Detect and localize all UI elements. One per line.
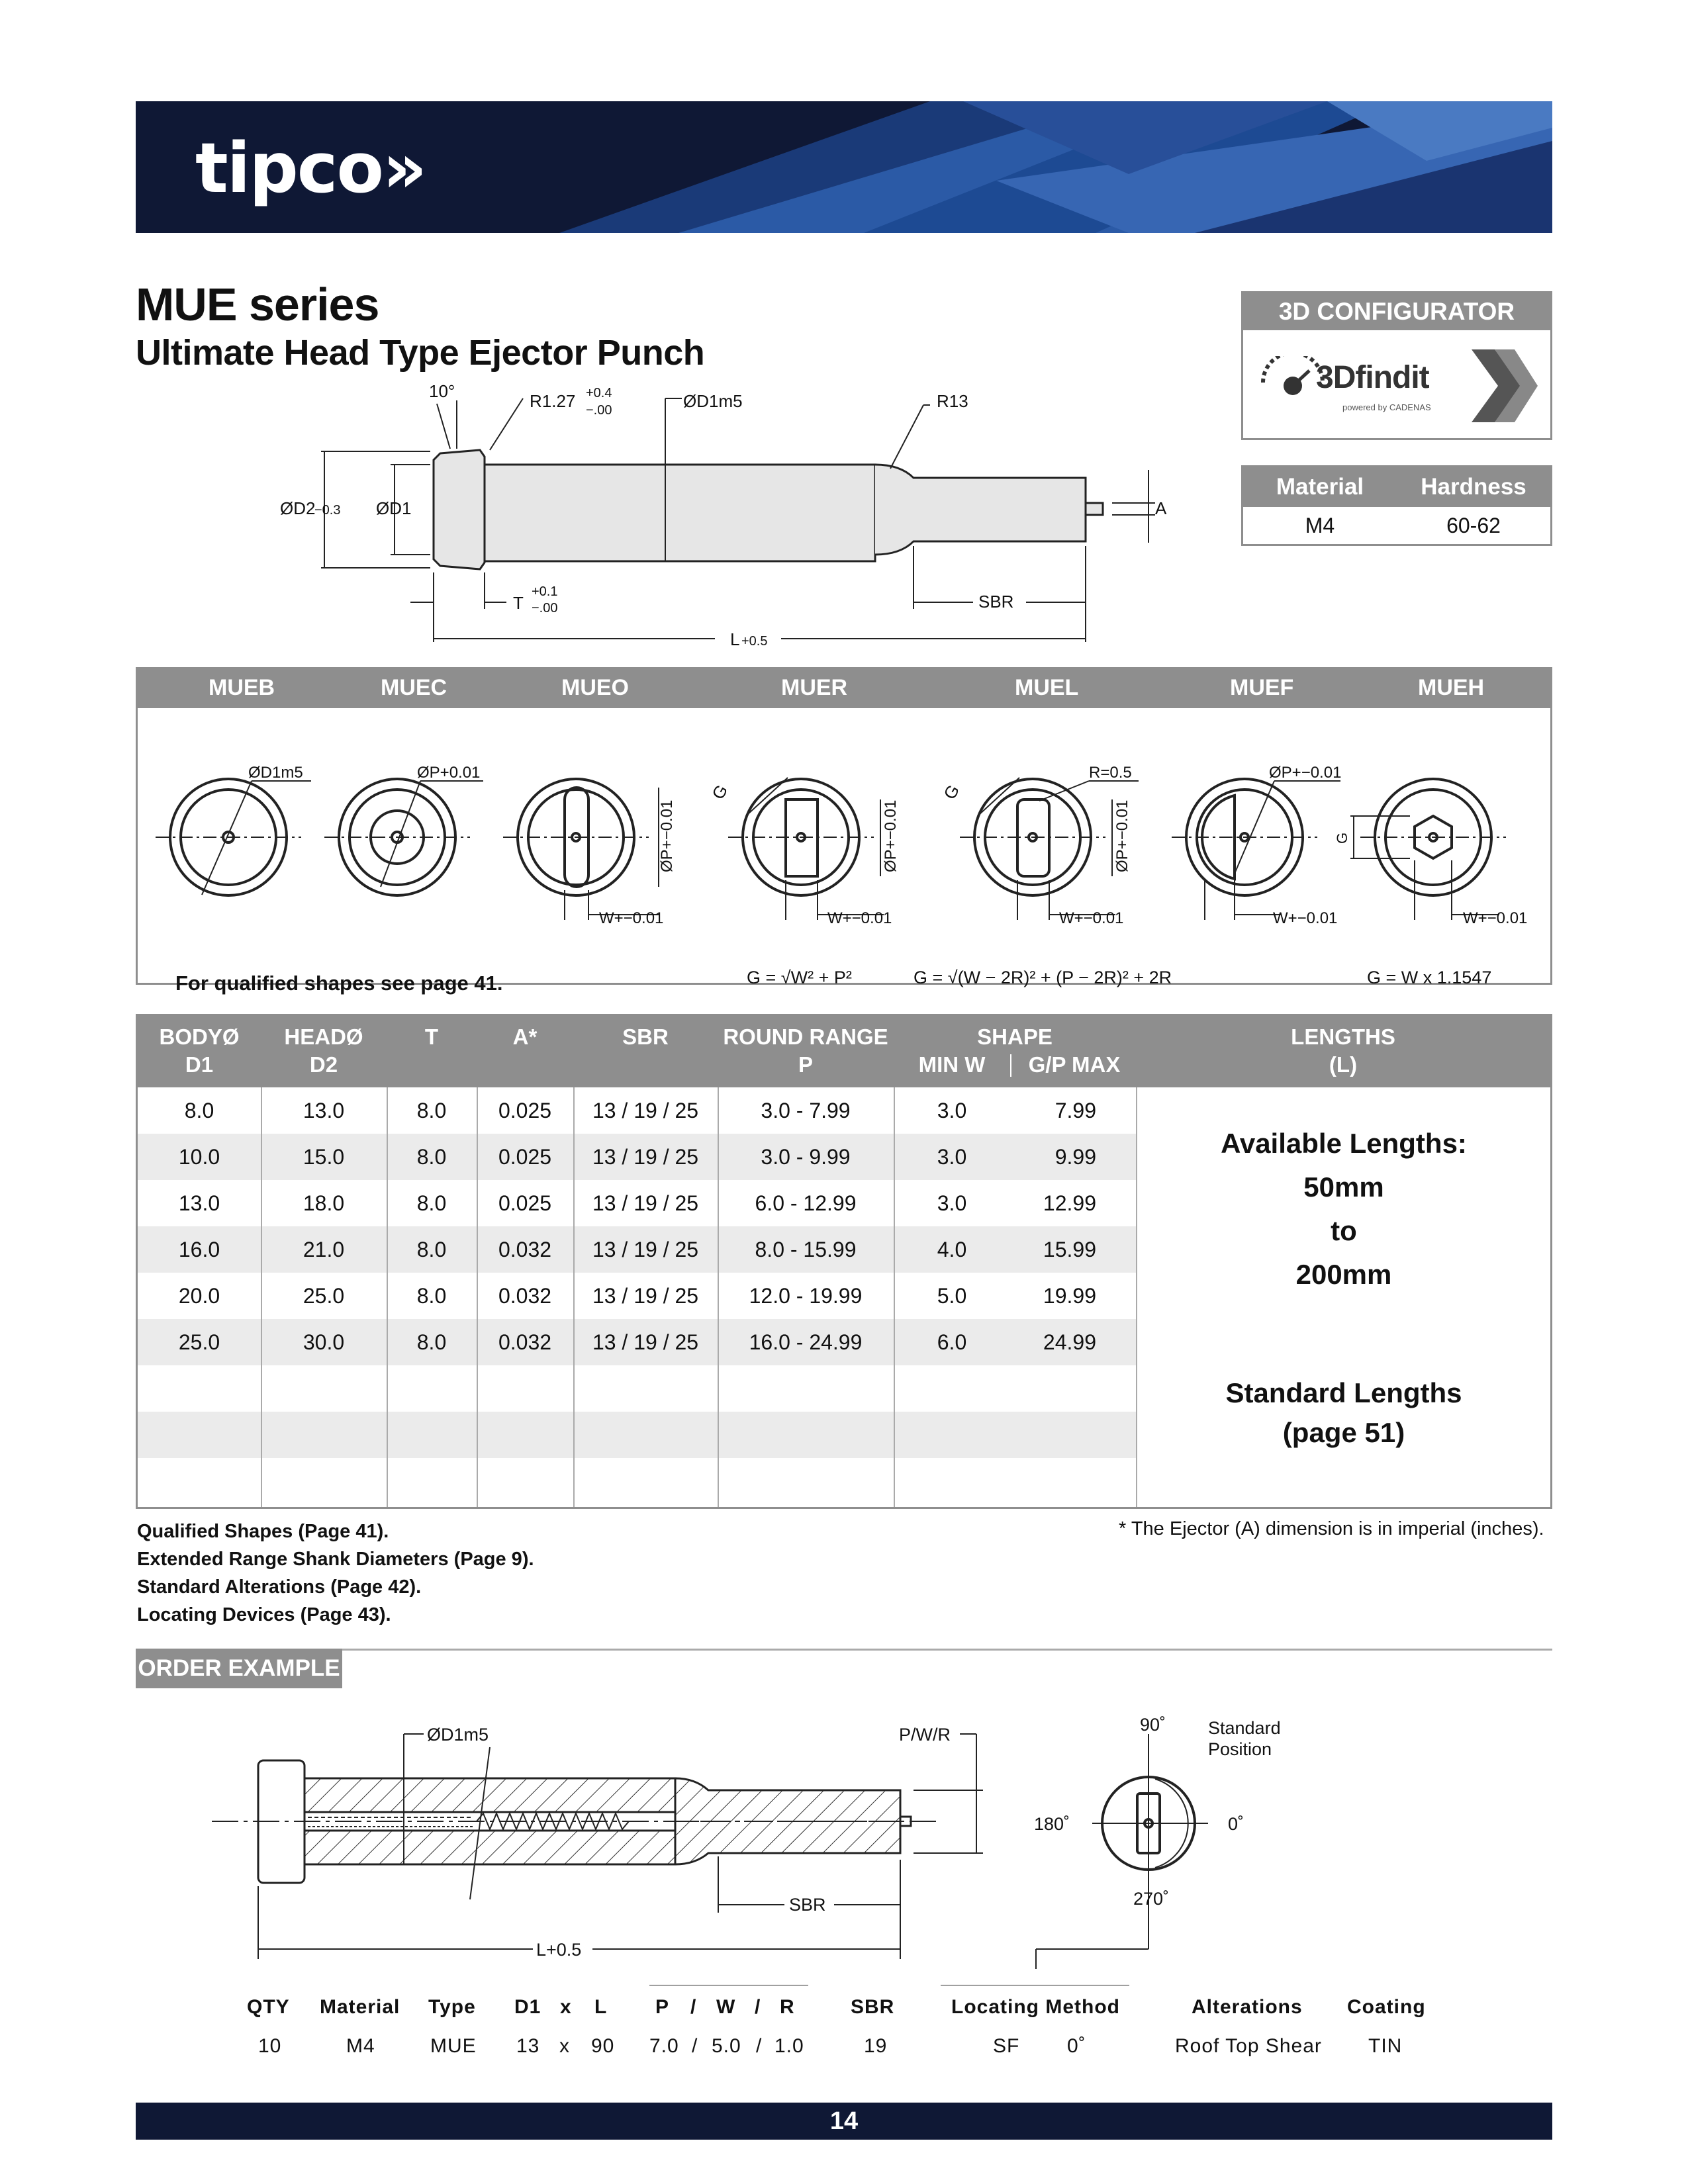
shape-muer: MUER	[781, 675, 848, 700]
muel-p-label: ØP+−0.01	[1113, 799, 1131, 872]
th-gp-max: G/P MAX	[1028, 1052, 1121, 1077]
table-row	[138, 1319, 1137, 1365]
pos-standard: Standard	[1208, 1718, 1281, 1738]
ov-slash-2: /	[756, 2035, 763, 2057]
oh-x: x	[560, 1996, 572, 2018]
d1-label: ØD1	[376, 498, 412, 518]
d2-tol: −0.3	[314, 503, 341, 518]
oh-l: L	[594, 1996, 608, 2018]
table-row	[138, 1412, 1137, 1458]
cell-round-range: 3.0 - 9.99	[761, 1145, 851, 1169]
header-banner	[136, 101, 1552, 233]
note-qualified-shapes[interactable]: Qualified Shapes (Page 41).	[137, 1521, 389, 1542]
shape-diagrams	[136, 708, 1552, 986]
shape-mueo: MUEO	[561, 675, 629, 700]
tipco-logo: tipco»	[195, 128, 426, 208]
ov-locating-angle: 0˚	[1067, 2035, 1086, 2057]
available-lengths-title: Available Lengths:	[1221, 1128, 1467, 1159]
available-lengths-min: 50mm	[1303, 1171, 1384, 1203]
oh-locating: Locating Method	[951, 1996, 1120, 2018]
table-row	[138, 1087, 1137, 1134]
cell-head-d2: 15.0	[303, 1145, 345, 1169]
oh-p: P	[655, 1996, 670, 2018]
ov-r: 1.0	[774, 2035, 804, 2057]
note-standard-alterations[interactable]: Standard Alterations (Page 42).	[137, 1576, 422, 1598]
cell-a: 0.032	[498, 1330, 552, 1354]
cell-head-d2: 18.0	[303, 1191, 345, 1215]
cell-gp-max: 15.99	[1043, 1238, 1096, 1261]
cell-sbr: 13 / 19 / 25	[592, 1191, 699, 1215]
oh-type: Type	[428, 1996, 476, 2018]
cell-sbr: 13 / 19 / 25	[592, 1145, 699, 1169]
cell-t: 8.0	[416, 1330, 447, 1354]
ov-coating: TIN	[1368, 2035, 1403, 2057]
th-body-2: D1	[185, 1052, 214, 1077]
oh-r: R	[780, 1996, 795, 2018]
oh-slash-1: /	[690, 1996, 697, 2018]
cell-a: 0.025	[498, 1099, 552, 1122]
standard-lengths-page: (page 51)	[1282, 1417, 1405, 1448]
mueh-w-label: W+−0.01	[1463, 909, 1528, 927]
th-shape: SHAPE	[977, 1024, 1053, 1049]
powered-by-text: powered by CADENAS	[1342, 402, 1431, 412]
order-divider	[136, 1649, 1552, 1651]
ov-qty: 10	[258, 2035, 282, 2057]
muef-p-label: ØP+−0.01	[1269, 764, 1342, 782]
cell-a: 0.025	[498, 1145, 552, 1169]
standard-lengths-title: Standard Lengths	[1225, 1377, 1462, 1408]
material-value: M4	[1305, 514, 1335, 537]
available-lengths	[1137, 1122, 1550, 1297]
ov-l: 90	[591, 2035, 615, 2057]
dimensions-table	[136, 1014, 1552, 1509]
th-t: T	[424, 1024, 439, 1049]
ov-slash-1: /	[692, 2035, 698, 2057]
cell-min-w: 3.0	[937, 1099, 967, 1122]
muel-g-label: G	[939, 781, 964, 803]
available-lengths-to: to	[1331, 1215, 1357, 1246]
standard-lengths[interactable]	[1137, 1373, 1550, 1453]
cell-t: 8.0	[416, 1284, 447, 1308]
oh-material: Material	[320, 1996, 400, 2018]
pos-180: 180˚	[1034, 1814, 1070, 1834]
oh-sbr: SBR	[851, 1996, 895, 2018]
note-extended-range[interactable]: Extended Range Shank Diameters (Page 9).	[137, 1549, 534, 1570]
cell-gp-max: 19.99	[1043, 1284, 1096, 1308]
th-head-1: HEADØ	[284, 1024, 363, 1049]
ov-d1: 13	[516, 2035, 540, 2057]
mueo-p-label: ØP+−0.01	[658, 799, 676, 872]
order-drawing	[0, 1707, 1688, 1985]
cell-sbr: 13 / 19 / 25	[592, 1238, 699, 1261]
cell-min-w: 4.0	[937, 1238, 967, 1261]
oh-slash-2: /	[755, 1996, 761, 2018]
ov-type: MUE	[430, 2035, 477, 2057]
hardness-header: Hardness	[1397, 467, 1550, 507]
cell-gp-max: 9.99	[1055, 1145, 1096, 1169]
mueb-d-label: ØD1m5	[248, 764, 303, 782]
page-title: MUE series	[136, 279, 379, 330]
table-row	[138, 1365, 1137, 1412]
table-row	[138, 1134, 1137, 1180]
formula-muel: G = √(W − 2R)² + (P − 2R)² + 2R	[914, 968, 1172, 987]
shape-mueh: MUEH	[1418, 675, 1485, 700]
ov-p: 7.0	[649, 2035, 679, 2057]
cell-head-d2: 13.0	[303, 1099, 345, 1122]
th-a: A*	[512, 1024, 538, 1049]
cell-body-d1: 16.0	[178, 1238, 220, 1261]
pos-270: 270˚	[1133, 1889, 1170, 1909]
order-pwr-label: P/W/R	[899, 1725, 951, 1745]
formula-mueh: G = W x 1.1547	[1367, 968, 1492, 987]
cell-t: 8.0	[416, 1238, 447, 1261]
cell-t: 8.0	[416, 1099, 447, 1122]
ov-x: x	[559, 2035, 570, 2057]
note-locating-devices[interactable]: Locating Devices (Page 43).	[137, 1604, 391, 1625]
cell-min-w: 5.0	[937, 1284, 967, 1308]
th-body-1: BODYØ	[159, 1024, 240, 1049]
angle-label: 10°	[429, 381, 455, 401]
mueo-w-label: W+−0.01	[599, 909, 664, 927]
oh-alterations: Alterations	[1192, 1996, 1303, 2018]
table-header	[138, 1016, 1550, 1087]
cell-round-range: 12.0 - 19.99	[749, 1284, 863, 1308]
cell-gp-max: 12.99	[1043, 1191, 1096, 1215]
pos-0: 0˚	[1228, 1814, 1244, 1834]
findit-brand: 3Dfindit	[1316, 360, 1429, 395]
th-lengths-2: (L)	[1329, 1052, 1358, 1077]
muel-r-label: R=0.5	[1089, 764, 1132, 782]
cell-sbr: 13 / 19 / 25	[592, 1330, 699, 1354]
ejector-punch-drawing	[0, 377, 1688, 662]
table-row	[138, 1180, 1137, 1226]
order-sbr-label: SBR	[789, 1895, 826, 1915]
shape-muel: MUEL	[1015, 675, 1079, 700]
l-tol: +0.5	[741, 634, 768, 649]
cell-gp-max: 24.99	[1043, 1330, 1096, 1354]
cell-t: 8.0	[416, 1145, 447, 1169]
order-example-tab: ORDER EXAMPLE	[136, 1649, 342, 1688]
shape-note: For qualified shapes see page 41.	[175, 972, 503, 995]
cell-t: 8.0	[416, 1191, 447, 1215]
page-subtitle: Ultimate Head Type Ejector Punch	[136, 333, 705, 373]
muer-w-label: W+−0.01	[827, 909, 892, 927]
shape-muec: MUEC	[381, 675, 447, 700]
pos-90: 90˚	[1140, 1715, 1166, 1735]
oh-qty: QTY	[247, 1996, 290, 2018]
th-round-1: ROUND RANGE	[723, 1024, 888, 1049]
cell-body-d1: 13.0	[178, 1191, 220, 1215]
cell-a: 0.032	[498, 1238, 552, 1261]
oh-w: W	[716, 1996, 736, 2018]
formula-muer: G = √W² + P²	[747, 968, 852, 987]
sbr-label: SBR	[978, 592, 1014, 612]
th-head-2: D2	[309, 1052, 338, 1077]
cell-round-range: 16.0 - 24.99	[749, 1330, 863, 1354]
ejector-note: * The Ejector (A) dimension is in imperial (inches).	[1119, 1518, 1544, 1539]
muec-p-label: ØP+0.01	[417, 764, 481, 782]
material-header: Material	[1243, 467, 1397, 507]
r13-label: R13	[937, 391, 968, 411]
order-l-label: L+0.5	[536, 1940, 582, 1960]
shape-muef: MUEF	[1230, 675, 1294, 700]
shape-mueb: MUEB	[209, 675, 275, 700]
table-row	[138, 1226, 1137, 1273]
cell-round-range: 3.0 - 7.99	[761, 1099, 851, 1122]
ov-w: 5.0	[712, 2035, 741, 2057]
cell-gp-max: 7.99	[1055, 1099, 1096, 1122]
cell-sbr: 13 / 19 / 25	[592, 1099, 699, 1122]
order-d1m5-label: ØD1m5	[427, 1725, 489, 1745]
th-lengths-1: LENGTHS	[1291, 1024, 1395, 1049]
cell-head-d2: 25.0	[303, 1284, 345, 1308]
th-min-w: MIN W	[918, 1052, 986, 1077]
muer-p-label: ØP+−0.01	[882, 799, 900, 872]
t-tol-minus: −.00	[532, 601, 558, 615]
radius-label: R1.27	[530, 391, 576, 411]
cell-min-w: 3.0	[937, 1191, 967, 1215]
d1m5-label: ØD1m5	[683, 391, 743, 411]
available-lengths-max: 200mm	[1295, 1259, 1392, 1290]
cell-head-d2: 21.0	[303, 1238, 345, 1261]
cell-min-w: 6.0	[937, 1330, 967, 1354]
cell-min-w: 3.0	[937, 1145, 967, 1169]
t-label: T	[513, 593, 524, 613]
table-row	[138, 1458, 1137, 1504]
oh-d1: D1	[514, 1996, 541, 2018]
cell-body-d1: 8.0	[184, 1099, 214, 1122]
oh-coating: Coating	[1347, 1996, 1426, 2018]
page-number: 14	[136, 2103, 1552, 2140]
ov-locating: SF	[993, 2035, 1020, 2057]
muer-g-label: G	[708, 781, 732, 803]
l-label: L	[730, 629, 740, 649]
t-tol-plus: +0.1	[532, 584, 558, 599]
configurator-title: 3D CONFIGURATOR	[1243, 293, 1550, 330]
ov-sbr: 19	[864, 2035, 888, 2057]
a-label: A	[1155, 498, 1167, 518]
cell-sbr: 13 / 19 / 25	[592, 1284, 699, 1308]
muel-w-label: W+−0.01	[1059, 909, 1124, 927]
cell-a: 0.025	[498, 1191, 552, 1215]
hardness-value: 60-62	[1446, 514, 1501, 537]
cell-round-range: 8.0 - 15.99	[755, 1238, 857, 1261]
radius-tol-plus: +0.4	[586, 386, 612, 400]
cell-body-d1: 25.0	[178, 1330, 220, 1354]
muef-w-label: W+−0.01	[1273, 909, 1338, 927]
th-round-2: P	[798, 1052, 813, 1077]
table-row	[138, 1273, 1137, 1319]
cell-body-d1: 10.0	[178, 1145, 220, 1169]
th-sbr: SBR	[622, 1024, 669, 1049]
cell-body-d1: 20.0	[178, 1284, 220, 1308]
d2-label: ØD2	[280, 498, 316, 518]
radius-tol-minus: −.00	[586, 403, 612, 418]
mueh-g-label: G	[1334, 832, 1350, 844]
cell-round-range: 6.0 - 12.99	[755, 1191, 857, 1215]
ov-material: M4	[346, 2035, 375, 2057]
cell-head-d2: 30.0	[303, 1330, 345, 1354]
cell-a: 0.032	[498, 1284, 552, 1308]
pos-position: Position	[1208, 1739, 1272, 1759]
ov-alterations: Roof Top Shear	[1175, 2035, 1322, 2057]
